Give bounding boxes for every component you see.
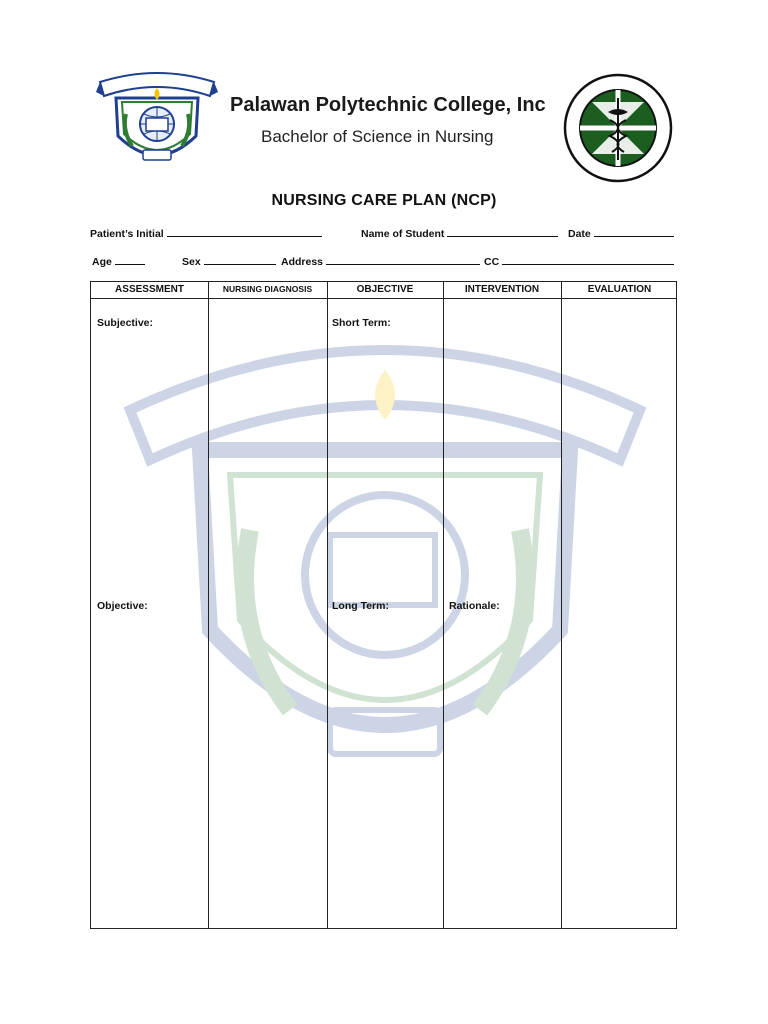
student-name-blank (447, 235, 558, 237)
column-divider (561, 282, 562, 928)
column-divider (208, 282, 209, 928)
student-name-field (361, 228, 558, 240)
document-title: NURSING CARE PLAN (NCP) (271, 192, 497, 209)
date-blank (594, 235, 674, 237)
short-term-label: Short Term: (332, 317, 391, 329)
date-field (568, 228, 674, 240)
ncp-table (90, 281, 677, 929)
nursing-seal-logo (562, 72, 674, 184)
address-field (281, 256, 480, 268)
subjective-label: Subjective: (97, 317, 154, 329)
column-header-objective: OBJECTIVE (356, 284, 414, 295)
objective-label: Objective: (97, 600, 148, 612)
column-divider (443, 282, 444, 928)
column-divider (327, 282, 328, 928)
patient-initial-label: Patient’s Initial (90, 228, 164, 240)
age-blank (115, 263, 145, 265)
age-label: Age (92, 256, 112, 268)
table-header-divider (91, 298, 676, 299)
column-header-evaluation: EVALUATION (587, 284, 652, 295)
column-header-nursing-diagnosis: NURSING DIAGNOSIS (222, 284, 313, 294)
patient-initial-field (90, 228, 322, 240)
address-label: Address (281, 256, 324, 268)
column-header-assessment: ASSESSMENT (115, 284, 184, 295)
date-label: Date (568, 228, 591, 240)
address-blank (326, 263, 480, 265)
column-header-intervention: INTERVENTION (464, 284, 540, 295)
college-seal-logo (96, 62, 218, 174)
patient-initial-blank (167, 235, 322, 237)
college-name: Palawan Polytechnic College, Inc (230, 94, 546, 116)
cc-field (484, 256, 674, 268)
sex-label: Sex (182, 256, 201, 268)
age-field (92, 256, 145, 268)
sex-field (182, 256, 276, 268)
cc-label: CC (484, 256, 500, 268)
sex-blank (204, 263, 276, 265)
student-name-label: Name of Student (361, 228, 445, 240)
long-term-label: Long Term: (332, 600, 389, 612)
program-name: Bachelor of Science in Nursing (261, 127, 494, 146)
rationale-label: Rationale: (449, 600, 500, 612)
cc-blank (502, 263, 674, 265)
